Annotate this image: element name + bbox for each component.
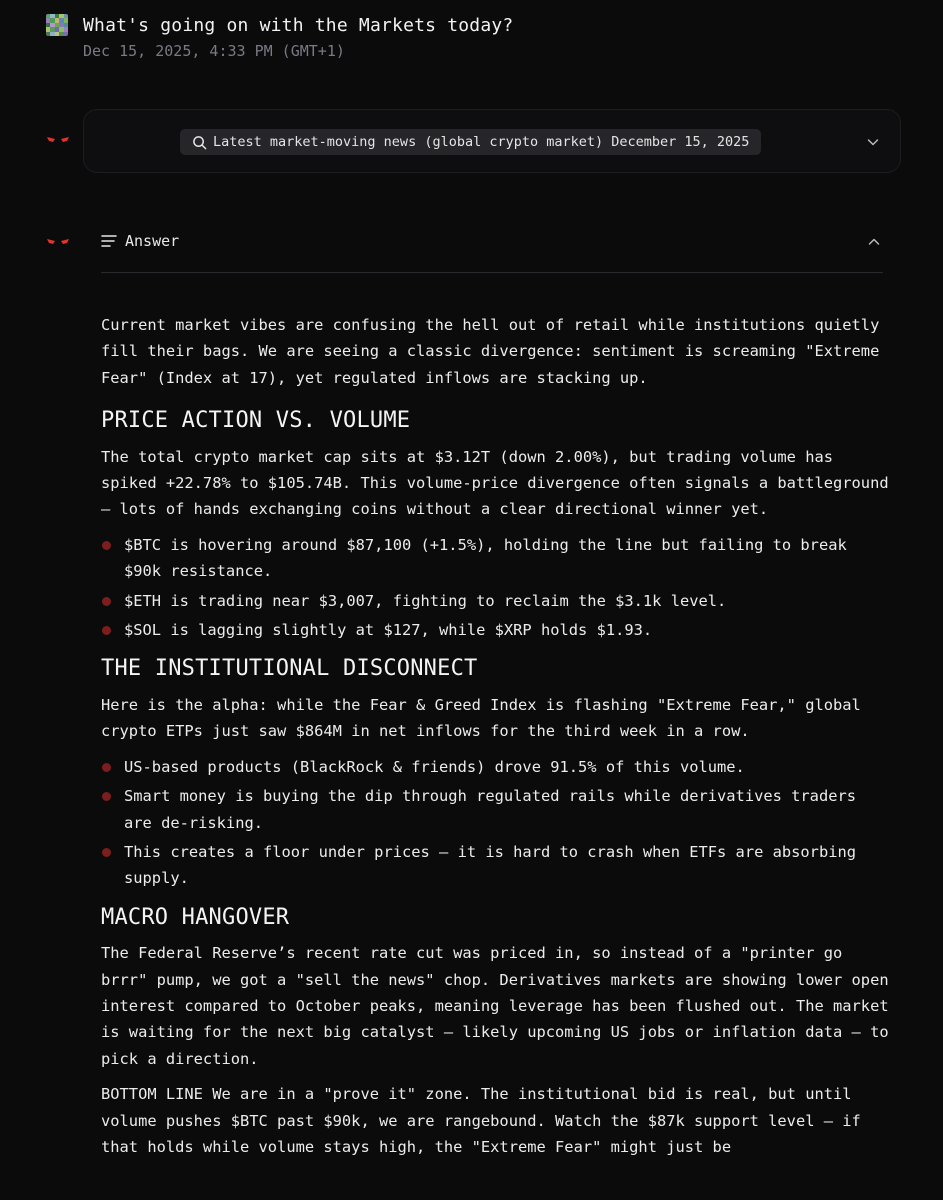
- answer-body: [101, 312, 891, 1160]
- list-item: [101, 839, 891, 892]
- list-item-text: $SOL is lagging slightly at $127, while $XRP holds $1.93.: [124, 621, 653, 640]
- bullet-dot: [102, 792, 111, 801]
- section-body: Here is the alpha: while the Fear & Greed Index is flashing "Extreme Fear," global crypto ETPs just saw $864M in net inflows for the third week in a row.: [101, 695, 861, 741]
- list-item: [101, 588, 891, 614]
- answer-label: [101, 232, 179, 250]
- section-body: The total crypto market cap sits at $3.12T (down 2.00%), but trading volume has spiked +22.78% to $105.74B. This volume-price divergence often signals a battleground — lots of hands exchanging coins without a clear directional winner yet.: [101, 447, 889, 519]
- bullet-dot: [102, 541, 111, 550]
- chevron-up-icon[interactable]: [867, 235, 881, 249]
- answer-header[interactable]: [101, 231, 883, 273]
- section-heading: MACRO HANGOVER: [101, 904, 290, 930]
- list-item-text: $ETH is trading near $3,007, fighting to reclaim the $3.1k level.: [124, 591, 727, 610]
- list-item: [101, 617, 891, 643]
- bullet-dot: [102, 848, 111, 857]
- list-item-text: This creates a floor under prices — it is hard to crash when ETFs are absorbing supply.: [124, 842, 857, 888]
- bullet-dot: [102, 597, 111, 606]
- answer-label-text: Answer: [125, 232, 180, 250]
- search-step-card[interactable]: [83, 109, 901, 173]
- pixel-avatar-icon: [46, 14, 68, 36]
- list-item: [101, 754, 891, 780]
- bullet-list: [101, 754, 891, 892]
- question-timestamp: Dec 15, 2025, 4:33 PM (GMT+1): [83, 42, 345, 60]
- search-query-text: Latest market-moving news (global crypto market) December 15, 2025: [213, 134, 750, 150]
- search-icon: [192, 135, 207, 150]
- answer-intro: Current market vibes are confusing the hell out of retail while institutions quietly fill their bags. We are seeing a classic divergence: sentiment is screaming "Extreme Fear" (Index at 17), yet regulated inflows are stacking up.: [101, 316, 880, 387]
- red-eyes-icon: [46, 135, 70, 145]
- red-eyes-icon: [46, 237, 70, 247]
- section-heading: THE INSTITUTIONAL DISCONNECT: [101, 656, 478, 682]
- search-query-pill: [180, 129, 761, 155]
- bullet-dot: [102, 626, 111, 635]
- lines-icon: [101, 234, 117, 248]
- question-title: What's going on with the Markets today?: [83, 15, 514, 36]
- list-item-text: $BTC is hovering around $87,100 (+1.5%), holding the line but failing to break $90k resistance.: [124, 535, 847, 581]
- section-heading: PRICE ACTION VS. VOLUME: [101, 408, 411, 434]
- chevron-down-icon[interactable]: [866, 135, 880, 149]
- list-item-text: Smart money is buying the dip through regulated rails while derivatives traders are de-risking.: [124, 787, 857, 832]
- list-item: [101, 532, 891, 585]
- bullet-dot: [102, 763, 111, 772]
- section-body: The Federal Reserve’s recent rate cut was priced in, so instead of a "printer go brrr" pump, we got a "sell the news" chop. Derivatives markets are showing lower open interest compared to October peaks, meaning leverage has been flushed out. The market is waiting for the next big catalyst — likely upcoming US jobs or inflation data — to pick a direction.: [101, 944, 889, 1068]
- list-item-text: US-based products (BlackRock & friends) drove 91.5% of this volume.: [124, 757, 745, 776]
- list-item: [101, 783, 891, 836]
- bottom-line: BOTTOM LINE We are in a "prove it" zone. The institutional bid is real, but until volume pushes $BTC past $90k, we are rangebound. Watch the $87k support level — if that holds while volume stays high, the "Extreme Fear" might just be: [101, 1085, 861, 1156]
- bullet-list: [101, 532, 891, 644]
